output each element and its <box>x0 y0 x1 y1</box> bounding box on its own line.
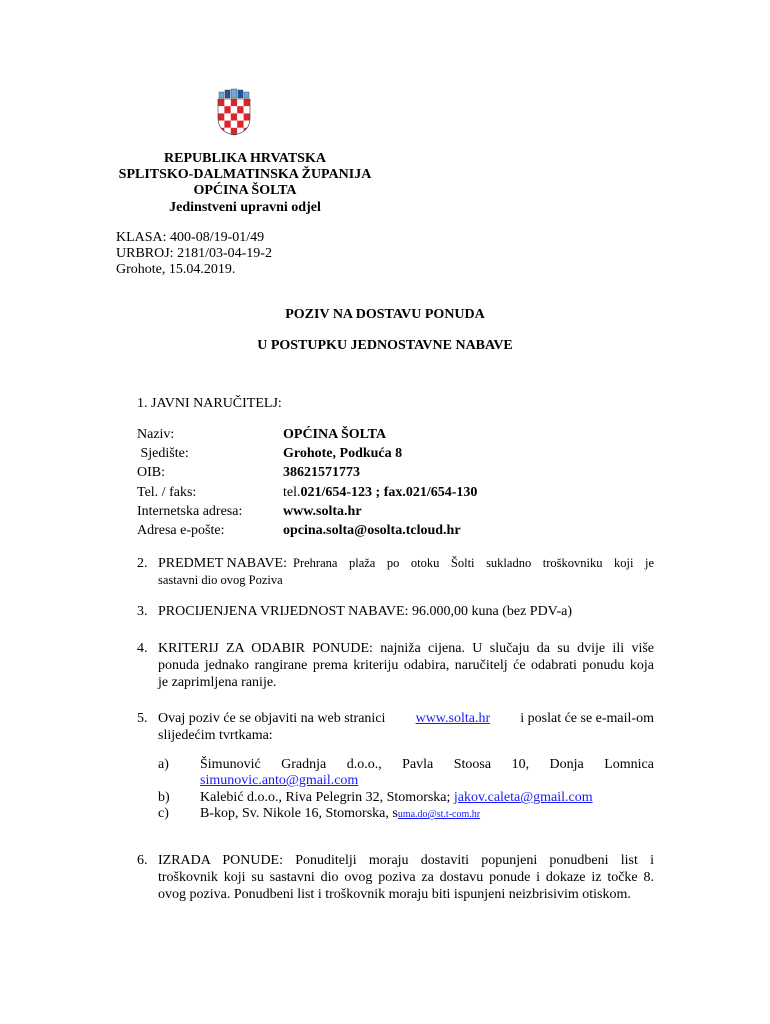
section-5-text-b: i poslat će se e-mail-om <box>520 711 654 726</box>
row-value: OPĆINA ŠOLTA <box>283 427 387 442</box>
section-6-line-2: troškovnik koji su sastavni dio ovog poziva za dostavu ponude i dokaze iz točke 8. <box>158 870 654 885</box>
checker-square <box>224 99 230 106</box>
checker-square <box>237 121 243 128</box>
checker-square <box>231 99 237 106</box>
doc-title-line-1: POZIV NA DOSTAVU PONUDA <box>285 307 485 322</box>
word: d.o.o., <box>346 757 382 772</box>
row-value: www.solta.hr <box>283 504 362 519</box>
section-5-line-2: slijedećim tvrtkama: <box>158 728 273 743</box>
section-5-number: 5. <box>137 711 148 726</box>
checker-square <box>231 128 237 135</box>
word: 10, <box>511 757 530 772</box>
doc-title-line-2: U POSTUPKU JEDNOSTAVNE NABAVE <box>257 338 513 353</box>
section-2-text: Prehrana plaža po otoku Šolti sukladno troškovniku koji je <box>293 556 654 570</box>
section-4-line-2: ponuda jednako rangirane prema kriteriju odabira, naručitelj će odabrati ponudu koja <box>158 658 654 673</box>
header-line-2: SPLITSKO-DALMATINSKA ŽUPANIJA <box>118 167 372 182</box>
email-link-bkop[interactable]: uma.do@st.t-com.hr <box>397 809 481 820</box>
checker-square <box>237 99 243 106</box>
checker-square <box>218 113 224 120</box>
word: Donja <box>549 757 584 772</box>
klasa: KLASA: 400-08/19-01/49 <box>116 230 265 245</box>
word: Gradnja <box>281 757 327 772</box>
list-item-c <box>200 806 480 822</box>
row-label: Adresa e-pošte: <box>137 523 225 538</box>
checker-square <box>224 106 230 113</box>
checker-square <box>237 113 243 120</box>
list-marker: b) <box>158 790 170 805</box>
list-item-a-line-1 <box>200 757 654 773</box>
section-6-line-1: IZRADA PONUDE: Ponuditelji moraju dostaviti popunjeni ponudbeni list i <box>158 853 654 868</box>
header-line-3: OPĆINA ŠOLTA <box>193 183 297 198</box>
tel-number: 021/654-123 ; fax.021/654-130 <box>300 485 478 500</box>
checker-square <box>231 113 237 120</box>
word: Lomnica <box>604 757 654 772</box>
tel-prefix: tel. <box>283 485 301 500</box>
section-5-line-1 <box>158 711 654 727</box>
word: Stoosa <box>453 757 492 772</box>
solta-website-link[interactable]: www.solta.hr <box>415 711 491 726</box>
section-3-number: 3. <box>137 604 148 619</box>
row-value: 38621571773 <box>283 465 360 480</box>
section-6-line-3: ovog poziva. Ponudbeni list i troškovnik moraju biti ispunjeni neizbrisivim otiskom. <box>158 887 631 902</box>
section-2-label: PREDMET NABAVE: <box>158 556 288 571</box>
section-6-number: 6. <box>137 853 148 868</box>
row-label: Sjedište: <box>137 446 189 461</box>
place-date: Grohote, 15.04.2019. <box>116 262 236 277</box>
list-item-b-text: Kalebić d.o.o., Riva Pelegrin 32, Stomorska; <box>200 790 451 805</box>
checker-square <box>244 128 250 135</box>
section-4-number: 4. <box>137 641 148 656</box>
croatian-coat-of-arms-icon <box>216 88 252 136</box>
row-value: Grohote, Podkuća 8 <box>283 446 403 461</box>
row-value: opcina.solta@osolta.tcloud.hr <box>283 523 461 538</box>
checker-square <box>224 121 230 128</box>
email-link-kalebic[interactable]: jakov.caleta@gmail.com <box>453 790 593 805</box>
checker-square <box>218 99 224 106</box>
section-2-line-2: sastavni dio ovog Poziva <box>158 573 283 587</box>
checker-square <box>218 128 224 135</box>
checker-square <box>231 106 237 113</box>
tel-fax-value <box>283 485 477 501</box>
list-marker: c) <box>158 806 169 821</box>
checker-square <box>244 113 250 120</box>
checker-square <box>244 99 250 106</box>
section-2-line-1 <box>158 556 654 572</box>
section-1-heading: 1. JAVNI NARUČITELJ: <box>137 396 282 411</box>
row-label: Internetska adresa: <box>137 504 243 519</box>
list-item-c-text: B-kop, Sv. Nikole 16, Stomorska, s <box>200 806 398 821</box>
header-line-4: Jedinstveni upravni odjel <box>169 200 321 215</box>
row-label: Tel. / faks: <box>137 485 197 500</box>
list-marker: a) <box>158 757 169 772</box>
email-link-simunovic[interactable]: simunovic.anto@gmail.com <box>200 773 359 788</box>
section-3-text: PROCIJENJENA VRIJEDNOST NABAVE: 96.000,00 kuna (bez PDV-a) <box>158 604 573 619</box>
checker-square <box>237 106 243 113</box>
urbroj: URBROJ: 2181/03-04-19-2 <box>116 246 272 261</box>
word: Šimunović <box>200 757 261 772</box>
section-4-line-1: KRITERIJ ZA ODABIR PONUDE: najniža cijena. U slučaju da su dvije ili više <box>158 641 654 656</box>
list-item-b <box>200 790 593 806</box>
checker-square <box>218 106 224 113</box>
checker-square <box>244 106 250 113</box>
section-5-text-a: Ovaj poziv će se objaviti na web stranici <box>158 711 386 726</box>
section-2-number: 2. <box>137 556 148 571</box>
checker-square <box>231 121 237 128</box>
row-label: Naziv: <box>137 427 175 442</box>
header-line-1: REPUBLIKA HRVATSKA <box>164 151 326 166</box>
word: Pavla <box>402 757 434 772</box>
row-label: OIB: <box>137 465 165 480</box>
checker-square <box>224 113 230 120</box>
section-4-line-3: je zaprimljena ranije. <box>158 675 277 690</box>
